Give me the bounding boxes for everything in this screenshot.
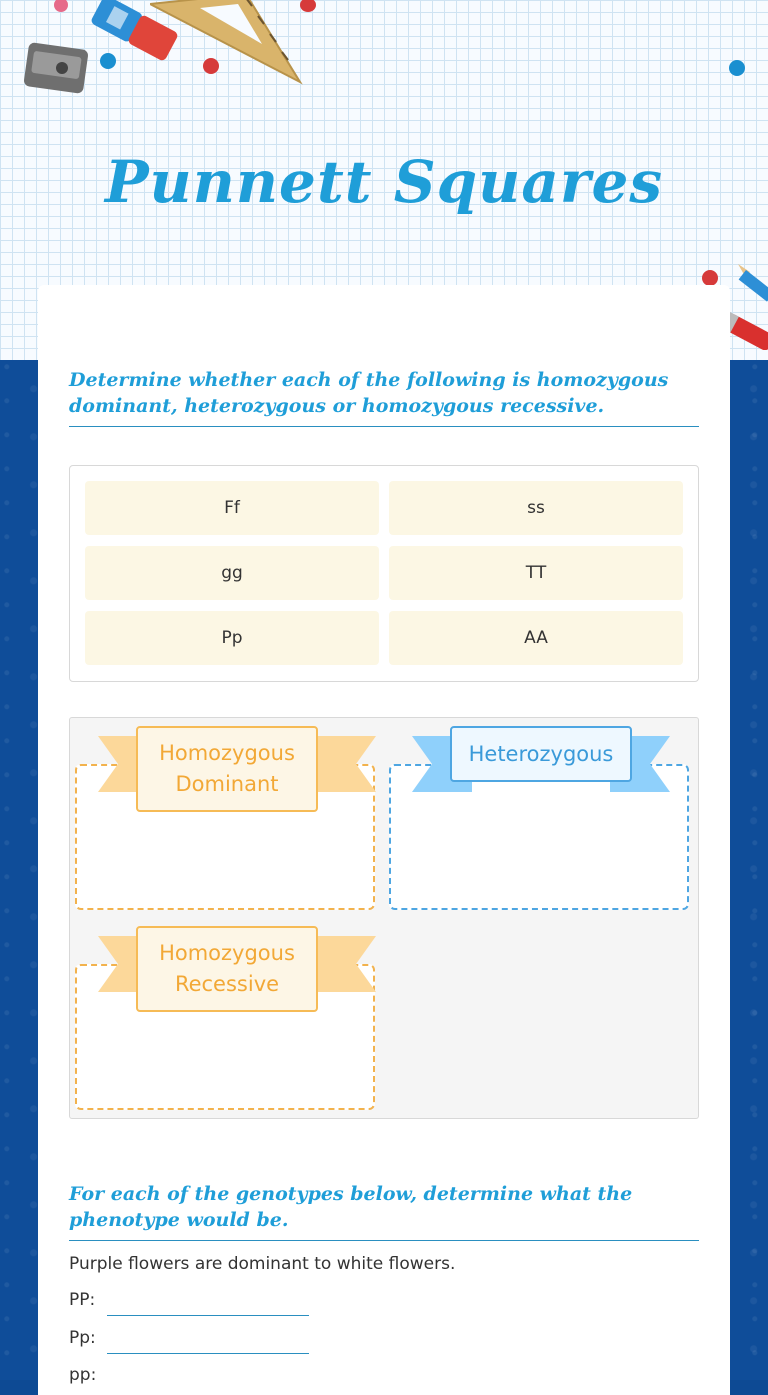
category-label-homozygous-recessive bbox=[136, 926, 318, 1012]
items-pool bbox=[69, 465, 699, 682]
draggable-item[interactable]: TT bbox=[389, 546, 683, 600]
category-label-line: Heterozygous bbox=[468, 741, 614, 766]
category-label-homozygous-dominant bbox=[136, 726, 318, 812]
section1-heading: Determine whether each of the following is homozygous dominant, heterozygous or homozygous recessive. bbox=[69, 367, 699, 427]
ribbon-tail bbox=[316, 936, 376, 992]
answer-input-pp-mixed[interactable] bbox=[107, 1329, 309, 1354]
draggable-item[interactable]: gg bbox=[85, 546, 379, 600]
category-label-line: Homozygous bbox=[159, 741, 295, 765]
sharpener-icon bbox=[22, 40, 90, 96]
question-label: Pp: bbox=[69, 1328, 96, 1348]
category-label-line: Recessive bbox=[174, 972, 280, 996]
pencil-icon bbox=[736, 262, 768, 306]
sorting-area bbox=[69, 717, 699, 1119]
question-intro: Purple flowers are dominant to white flowers. bbox=[69, 1254, 456, 1274]
question-label: pp: bbox=[69, 1365, 97, 1385]
ribbon-tail bbox=[316, 736, 376, 792]
decor-dot bbox=[729, 60, 745, 76]
question-label: PP: bbox=[69, 1290, 96, 1310]
ruler-icon bbox=[150, 0, 306, 88]
draggable-item[interactable]: Ff bbox=[85, 481, 379, 535]
draggable-item[interactable]: AA bbox=[389, 611, 683, 665]
category-label-line: Dominant bbox=[175, 772, 279, 796]
page-title: Punnett Squares bbox=[104, 148, 664, 216]
draggable-item[interactable]: ss bbox=[389, 481, 683, 535]
draggable-item[interactable]: Pp bbox=[85, 611, 379, 665]
decor-dot bbox=[702, 270, 718, 286]
category-label-heterozygous bbox=[450, 726, 632, 782]
category-label-line: Homozygous bbox=[159, 941, 295, 965]
section2-heading: For each of the genotypes below, determine what the phenotype would be. bbox=[69, 1181, 699, 1241]
answer-input-pp-upper[interactable] bbox=[107, 1291, 309, 1316]
marker-icon bbox=[726, 306, 768, 350]
